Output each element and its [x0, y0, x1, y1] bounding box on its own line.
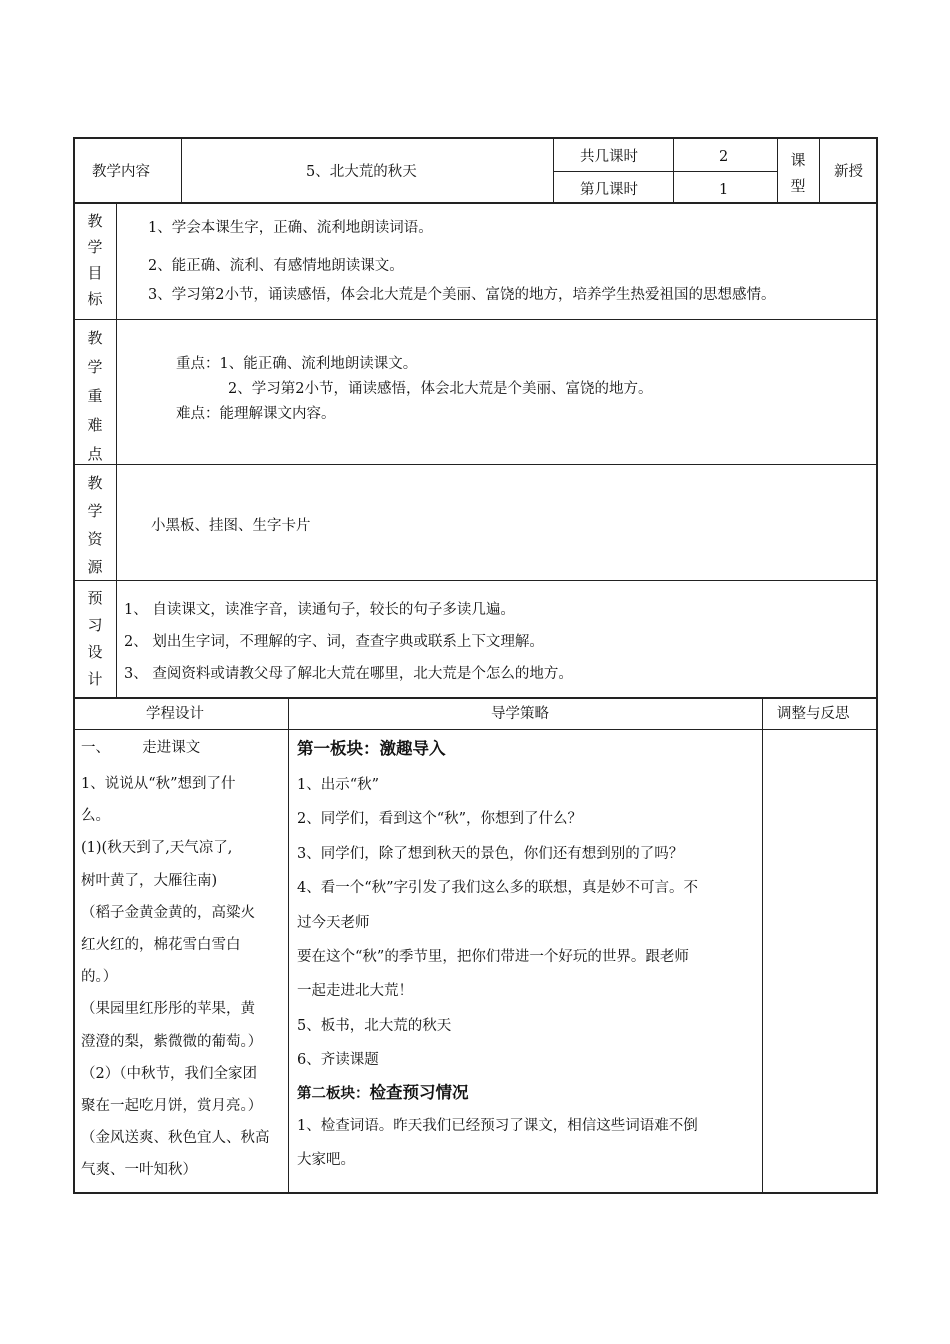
design-line: 树叶黄了，大雁往南) [81, 872, 218, 889]
strategy-line: 1、出示“秋” [297, 777, 380, 793]
vertical-char: 习 [87, 616, 103, 634]
resources-label [75, 469, 115, 581]
strategy-line: 1、检查词语。昨天我们已经预习了课文，相信这些词语难不倒 [297, 1118, 698, 1134]
vertical-char: 教 [87, 212, 103, 230]
design-line: 么。 [81, 808, 110, 825]
column-header-strategy: 导学策略 [491, 706, 549, 722]
strategy-line: 6、齐读课题 [297, 1052, 379, 1069]
vertical-char: 资 [87, 530, 103, 548]
preview-label [75, 585, 115, 693]
vertical-char: 点 [87, 445, 103, 463]
difficulty-line: 难点：能理解课文内容。 [176, 406, 336, 422]
design-line: （2）（中秋节，我们全家团 [81, 1065, 257, 1082]
strategy-line: 要在这个“秋”的季节里，把你们带进一个好玩的世界。跟老师 [297, 949, 689, 966]
vertical-char: 预 [87, 589, 103, 607]
design-line: 的。） [81, 969, 118, 986]
preview-item: 1、 自读课文，读准字音，读通句子，较长的句子多读几遍。 [124, 602, 515, 618]
design-line: （果园里红彤彤的苹果，黄 [81, 1001, 255, 1018]
vertical-char: 难 [87, 416, 103, 434]
key-point-line: 2、学习第2小节，诵读感悟，体会北大荒是个美丽、富饶的地方。 [228, 381, 653, 397]
vertical-char: 课 [790, 151, 806, 169]
key-point-line: 重点：1、能正确、流利地朗读课文。 [176, 356, 418, 372]
design-line: 气爽、一叶知秋） [81, 1162, 197, 1179]
lesson-title: 5、北大荒的秋天 [306, 164, 417, 180]
design-line: 聚在一起吃月饼，赏月亮。） [81, 1098, 263, 1115]
current-period-value: 1 [719, 182, 729, 198]
vertical-char: 源 [87, 558, 103, 576]
design-line: 澄澄的梨，紫微微的葡萄。） [81, 1033, 263, 1050]
vertical-char: 标 [87, 290, 103, 308]
column-header-design: 学程设计 [146, 706, 204, 722]
strategy-line: 4、看一个“秋”字引发了我们这么多的联想，真是妙不可言。不 [297, 880, 699, 897]
design-line: （金风送爽、秋色宜人、秋高 [81, 1130, 270, 1147]
strategy-line: 5、板书，北大荒的秋天 [297, 1017, 452, 1034]
block2-title-text: 检查预习情况 [369, 1083, 469, 1102]
vertical-char: 教 [87, 474, 103, 492]
vertical-char: 重 [87, 387, 103, 405]
objective-item: 3、学习第2小节，诵读感悟，体会北大荒是个美丽、富饶的地方，培养学生热爱祖国的思想感情。 [148, 287, 776, 303]
lesson-type-label [778, 147, 818, 199]
vertical-char: 设 [87, 643, 103, 661]
preview-item: 3、 查阅资料或请教父母了解北大荒在哪里，北大荒是个怎么的地方。 [124, 666, 573, 682]
key-points-label [75, 324, 115, 469]
design-line: （稻子金黄金黄的，高粱火 [81, 904, 255, 921]
block1-lines [297, 768, 759, 1078]
block2-title [297, 1082, 469, 1105]
vertical-char: 学 [87, 502, 103, 520]
objective-item: 2、能正确、流利、有感情地朗读课文。 [148, 258, 404, 274]
design-heading: 一、 走进课文 [81, 740, 201, 756]
strategy-line: 2、同学们，看到这个“秋”，你想到了什么？ [297, 811, 583, 828]
total-periods-value: 2 [719, 149, 729, 165]
objective-item: 1、学会本课生字，正确、流利地朗读词语。 [148, 220, 433, 236]
design-line: 1、说说从“秋”想到了什 [81, 776, 236, 792]
reflection-cell [763, 730, 876, 1192]
block2-title-prefix: 第二板块： [297, 1086, 370, 1102]
block1-title: 第一板块：激趣导入 [297, 739, 446, 758]
vertical-char: 教 [87, 329, 103, 347]
design-line: (1)(秋天到了,天气凉了, [81, 840, 233, 857]
total-periods-label: 共几课时 [580, 149, 638, 165]
strategy-line: 3、同学们，除了想到秋天的景色，你们还有想到别的了吗？ [297, 845, 684, 862]
strategy-line: 过今天老师 [297, 914, 370, 931]
objectives-label [75, 208, 115, 312]
block2-lines [297, 1109, 759, 1178]
preview-item: 2、 划出生字词，不理解的字、词，查查字典或联系上下文理解。 [124, 634, 544, 650]
strategy-line: 大家吧。 [297, 1152, 355, 1169]
column-header-reflection: 调整与反思 [777, 706, 850, 722]
vertical-char: 学 [87, 358, 103, 376]
vertical-char: 学 [87, 238, 103, 256]
strategy-line: 一起走进北大荒！ [297, 983, 413, 1000]
design-line: 红火红的，棉花雪白雪白 [81, 937, 241, 954]
vertical-char: 型 [790, 177, 806, 195]
resources-text: 小黑板、挂图、生字卡片 [151, 518, 311, 534]
vertical-char: 目 [87, 264, 103, 282]
current-period-label: 第几课时 [580, 182, 638, 198]
design-lines [81, 768, 287, 1187]
vertical-char: 计 [87, 670, 103, 688]
lesson-type-value: 新授 [834, 164, 863, 180]
content-label: 教学内容 [92, 164, 150, 180]
